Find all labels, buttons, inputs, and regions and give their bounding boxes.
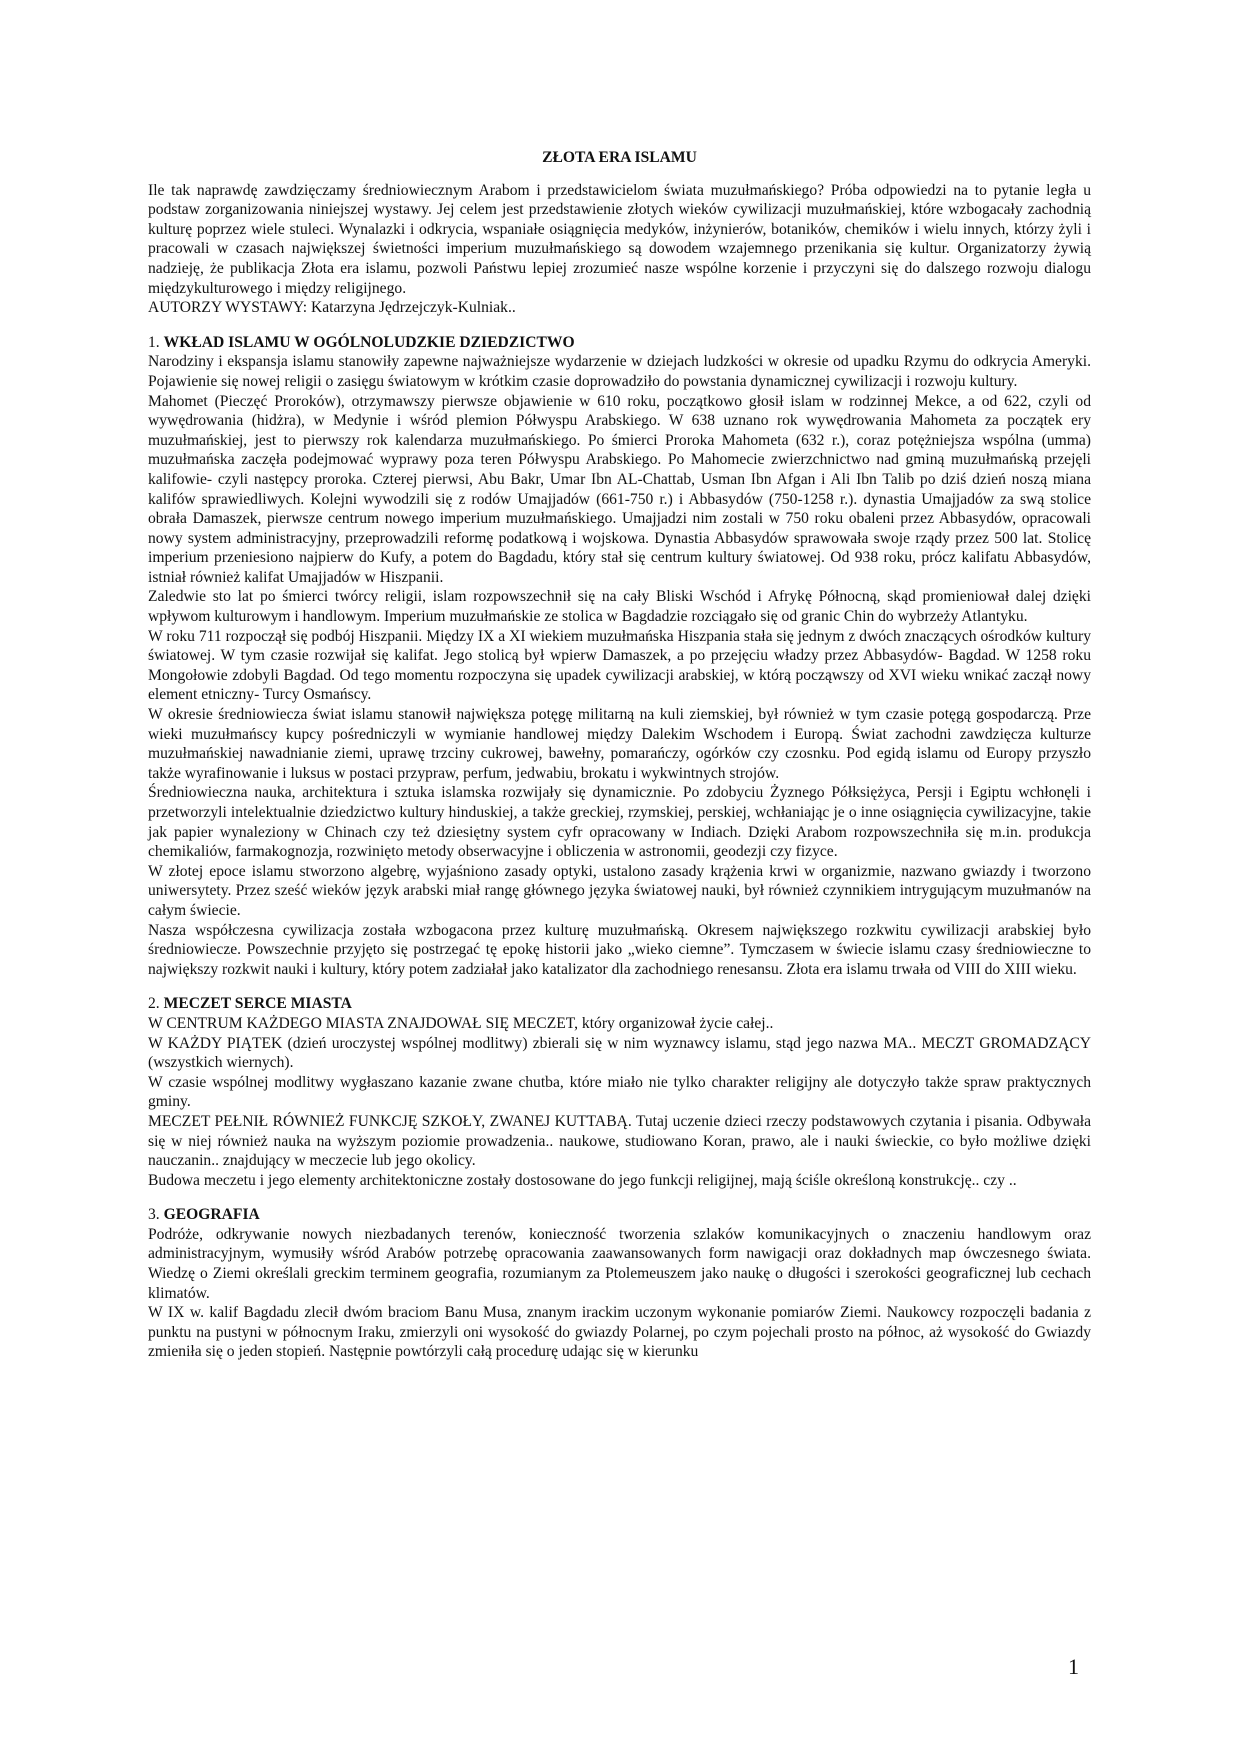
section-3-paragraph: Podróże, odkrywanie nowych niezbadanych terenów, konieczność tworzenia szlaków komunikacyjnych o znaczeniu handlowym oraz administracyjnym, wymusiły wśród Arabów potrzebę opracowania zaawansowanych form nawigacji oraz dokładnych map ówczesnego świata. Wiedzę o Ziemi określali greckim terminem geografia, rozumianym za Ptolemeuszem jako naukę o długości i szerokości geograficznej lub cechach klimatów. (148, 1225, 1091, 1302)
section-2-paragraph: W CENTRUM KAŻDEGO MIASTA ZNAJDOWAŁ SIĘ MECZET, który organizował życie całej.. (148, 1014, 774, 1032)
section-2-paragraph: MECZET PEŁNIŁ RÓWNIEŻ FUNKCJĘ SZKOŁY, ZWANEJ KUTTABĄ. Tutaj uczenie dzieci rzeczy podstawowych czytania i pisania. Odbywała się w niej również nauka na wyższym poziomie prowadzenia.. naukowe, studiowano Koran, prawo, ale i nauki świeckie, co było możliwe dzięki nauczanin.. znajdujący w meczecie lub jego okolicy. (148, 1112, 1091, 1170)
section-2-title: MECZET SERCE MIASTA (163, 995, 352, 1013)
section-1-paragraph: Nasza współczesna cywilizacja została wzbogacona przez kulturę muzułmańską. Okresem największego rozkwitu cywilizacji arabskiej było średniowiecze. Powszechnie przyjęto się postrzegać tę epokę historii jako „wieko ciemne”. Tymczasem w świecie islamu czasy średniowieczne to największy rozkwit nauki i kultury, który potem zadziałał jako katalizator dla zachodniego renesansu. Złota era islamu trwała od VIII do XIII wieku. (148, 921, 1091, 978)
authors-line: AUTORZY WYSTAWY: Katarzyna Jędrzejczyk-Kulniak.. (148, 299, 516, 317)
section-2-number: 2. (148, 995, 160, 1013)
page-number: 1 (1068, 1654, 1079, 1679)
section-1-paragraph: W złotej epoce islamu stworzono algebrę, wyjaśniono zasady optyki, ustalono zasady krążenia krwi w organizmie, nazwano gwiazdy i tworzono uniwersytety. Przez sześć wieków język arabski miał rangę głównego języka światowej nauki, był również czynnikiem intrygującym muzułmanów na całym świecie. (148, 862, 1091, 919)
section-1-number: 1. (148, 333, 160, 351)
section-1-title: WKŁAD ISLAMU W OGÓLNOLUDZKIE DZIEDZICTWO (163, 333, 575, 351)
intro-paragraph: Ile tak naprawdę zawdzięczamy średniowiecznym Arabom i przedstawicielom świata muzułmańskiego? Próba odpowiedzi na to pytanie legła u podstaw zorganizowania niniejszej wystawy. Jej celem jest przedstawienie złotych wieków cywilizacji muzułmańskiej, które wzbogacały zachodnią kulturę poprzez wiele stuleci. Wynalazki i odkrycia, wspaniałe osiągnięcia medyków, inżynierów, botaników, chemików i wielu innych, którzy żyli i pracowali w czasach największej świetności imperium muzułmańskiego są dowodem wzajemnego przenikania się kultur. Organizatorzy żywią nadzieję, że publikacja Złota era islamu, pozwoli Państwu lepiej zrozumieć nasze wspólne korzenie i przyczyni się do dalszego rozwoju dialogu międzykulturowego i między religijnego. (148, 181, 1091, 297)
section-2-paragraph: Budowa meczetu i jego elementy architektoniczne zostały dostosowane do jego funkcji religijnej, mają ściśle określoną konstrukcję.. czy .. (148, 1171, 1017, 1189)
section-1-paragraph: Średniowieczna nauka, architektura i sztuka islamska rozwijały się dynamicznie. Po zdobyciu Żyznego Półksiężyca, Persji i Egiptu wchłonęli i przetworzyli intelektualnie dziedzictwo kultury hinduskiej, a także greckiej, rzymskiej, perskiej, wchłaniając je o inne osiągnięcia cywilizacyjne, takie jak papier wynaleziony w Chinach czy też dziesiętny system cyfr opracowany w Indiach. Dzięki Arabom rozpowszechniła się m.in. produkcja chemikaliów, farmakognozja, rozwinięto metody obserwacyjne i obliczenia w astronomii, geodezji czy fizyce. (148, 784, 1091, 861)
spacer (148, 979, 1091, 994)
document-title: ZŁOTA ERA ISLAMU (542, 149, 697, 166)
spacer (148, 1190, 1091, 1205)
section-3-heading (148, 1205, 1091, 1225)
section-1-paragraph: W okresie średniowiecza świat islamu stanowił największa potęgę militarną na kuli ziemskiej, był również w tym czasie potęgą gospodarczą. Prze wieki muzułmańscy kupcy pośredniczyli w wymianie handlowej między Dalekim Wschodem i Europą. Świat zachodni zawdzięcza kulturze muzułmańskiej nawadnianie ziemi, uprawę trzciny cukrowej, bawełny, pomarańczy, ogórków czy czosnku. Pod egidą islamu od Europy przyszło także wyrafinowanie i luksus w postaci przypraw, perfum, jedwabiu, brokatu i wykwintnych strojów. (148, 706, 1091, 782)
section-1-heading (148, 333, 1091, 353)
section-3-number: 3. (148, 1206, 160, 1224)
section-1-paragraph: Mahomet (Pieczęć Proroków), otrzymawszy pierwsze objawienie w 610 roku, początkowo głosił islam w rodzinnej Mekce, a od 622, czyli od wywędrowania (hidżra), w Medynie i wśród plemion Półwyspu Arabskiego. W 638 uznano rok wywędrowania Mahometa za początek ery muzułmańskiej, jest to pierwszy rok kalendarza muzułmańskiego. Po śmierci Proroka Mahometa (632 r.), coraz potężniejsza wspólna (umma) muzułmańska zaczęła podejmować wyprawy poza teren Półwyspu Arabskiego. Po Mahomecie zwierzchnictwo nad gminą muzułmańską przejęli kalifowie- czyli następcy proroka. Czterej pierwsi, Abu Bakr, Umar Ibn AL-Chattab, Usman Ibn Afgan i Ali Ibn Talib po dziś dzień noszą miana kalifów sprawiedliwych. Kolejni wywodzili się z rodów Umajjadów (661-750 r.) i Abbasydów (750-1258 r.). dynastia Umajjadów za swą stolice obrała Damaszek, pierwsze centrum nowego imperium muzułmańskiego. Umajjadzi nim zostali w 750 roku obaleni przez Abbasydów, opracowali nowy system administracyjny, przeprowadzili reformę podatkową i wojskowa. Dynastia Abbasydów sprawowała swoje rządy przez 500 lat. Stolicę imperium przeniesiono najpierw do Kufy, a potem do Bagdadu, który stał się centrum kultury światowej. Od 938 roku, prócz kalifatu Abbasydów, istniał również kalifat Umajjadów w Hiszpanii. (148, 392, 1091, 586)
section-3-title: GEOGRAFIA (163, 1206, 260, 1224)
section-1-paragraph: Narodziny i ekspansja islamu stanowiły zapewne najważniejsze wydarzenie w dziejach ludzkości w okresie od upadku Rzymu do odkrycia Ameryki. Pojawienie się nowej religii o zasięgu światowym w krótkim czasie doprowadziło do powstania dynamicznej cywilizacji i rozwoju kultury. (148, 353, 1091, 390)
section-2-paragraph: W czasie wspólnej modlitwy wygłaszano kazanie zwane chutba, które miało nie tylko charakter religijny ale dotyczyło także spraw praktycznych gminy. (148, 1073, 1091, 1111)
section-3-paragraph: W IX w. kalif Bagdadu zlecił dwóm braciom Banu Musa, znanym irackim uczonym wykonanie pomiarów Ziemi. Naukowcy rozpoczęli badania z punktu na pustyni w północnym Iraku, zmierzyli oni wysokość do gwiazdy Polarnej, po czym pojechali prosto na północ, aż wysokość do Gwiazdy zmieniła się o jeden stopień. Następnie powtórzyli całą procedurę udając się w kierunku (148, 1304, 1091, 1361)
section-1-paragraph: Zaledwie sto lat po śmierci twórcy religii, islam rozpowszechnił się na cały Bliski Wschód i Afrykę Północną, skąd promieniował dalej dzięki wpływom kulturowym i handlowym. Imperium muzułmańskie ze stolica w Bagdadzie rozciągało się od granic Chin do wybrzeży Atlantyku. (148, 588, 1091, 626)
document-body (148, 148, 1091, 1362)
spacer (148, 318, 1091, 333)
section-2-heading (148, 994, 1091, 1014)
section-2-paragraph: W KAŻDY PIĄTEK (dzień uroczystej wspólnej modlitwy) zbierali się w nim wyznawcy islamu, stąd jego nazwa MA.. MECZT GROMADZĄCY (wszystkich wiernych). (148, 1034, 1091, 1072)
section-1-paragraph: W roku 711 rozpoczął się podbój Hiszpanii. Między IX a XI wiekiem muzułmańska Hiszpania stała się jednym z dwóch znaczących ośrodków kultury światowej. W tym czasie rozwijał się kalifat. Jego stolicą był wpierw Damaszek, a po przejęciu władzy przez Abbasydów- Bagdad. W 1258 roku Mongołowie zdobyli Bagdad. Od tego momentu rozpoczyna się upadek cywilizacji arabskiej, w którą począwszy od XVI wieku wnikać zaczął nowy element etniczny- Turcy Osmańscy. (148, 627, 1091, 704)
